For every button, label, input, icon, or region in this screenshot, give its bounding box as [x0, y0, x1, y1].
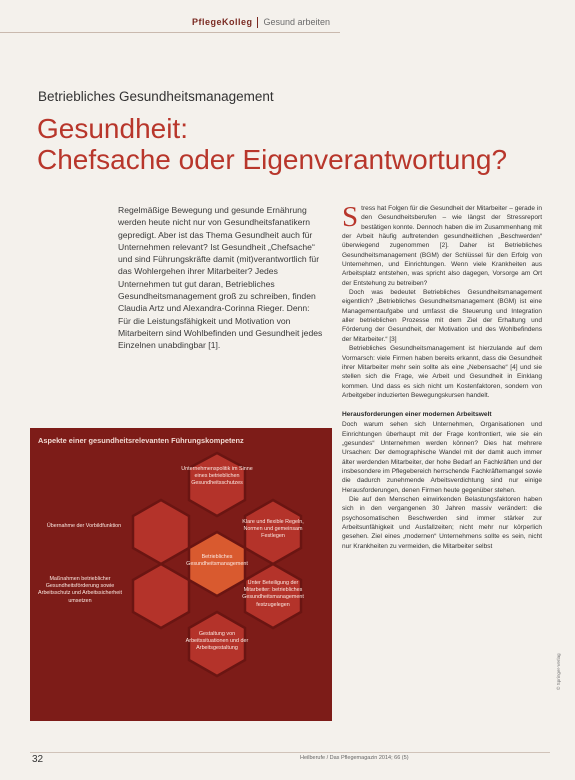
header-brand: PflegeKolleg — [191, 17, 253, 27]
header-separator — [257, 17, 258, 28]
hex-label-upper-right: Klare und flexible Regeln, Normen und gemeinsam Festlegen — [242, 519, 304, 540]
footer-rule — [30, 752, 550, 753]
body-paragraph-1: Stress hat Folgen für die Gesundheit der Mitarbeiter – gerade in den Gesundheitsberufen – wie längst der Stressreport bestätigen konnte. Dennoch haben die im Zusammenhang mit der Arbeit häufig auftretenden gesundheitlichen „Beschwerden“ überwiegend zugenommen [2]. Daher ist Betriebliches Gesundheitsmanagement (BGM) der Schlüssel für den Erfolg von Unternehmen, und Einrichtungen. Wenn viele Krankheiten aus Arbeitsplatz entstehen, was spricht also dagegen, Vorsorge am Ort der Entstehung zu betreiben? — [342, 201, 542, 287]
side-copyright: © Springer-Verlag — [556, 653, 561, 690]
article-intro: Regelmäßige Bewegung und gesunde Ernährung werden heute nicht nur von Gesundheitsfanatikern gepredigt. Aber ist das Thema Gesundheit auch für Unternehmen relevant? Ist Gesundheit „Chefsache“ und sind Führungskräfte damit (mit)verantwortlich für das Wohlergehen ihrer Mitarbeiter? Jedes Unternehmen tut gut daran, Betriebliches Gesundheitsmanagement groß zu schreiben, finden Claudia Artz und Alexandra-Corinna Rieger. Denn: Für die Leistungsfähigkeit und Motivation von Mitarbeitern sind Wohlbefinden und Gesundheit jedes Einzelnen unabdingbar [1]. — [118, 205, 323, 351]
hex-label-center: Betriebliches Gesundheitsmanagement — [186, 554, 248, 568]
title-line-2: Chefsache oder Eigenverantwortung? — [37, 144, 508, 175]
header-section: Gesund arbeiten — [263, 17, 330, 27]
dropcap: S — [342, 201, 359, 233]
section-heading: Herausforderungen einer modernen Arbeitswelt — [342, 411, 492, 419]
hexagon-figure — [30, 428, 332, 721]
article-kicker: Betriebliches Gesundheitsmanagement — [38, 89, 274, 104]
body-paragraph-3: Betriebliches Gesundheitsmanagement ist hierzulande auf dem Vormarsch: viele Firmen haben bereits erkannt, dass die Gesundheit ihrer Mitarbeiter mehr sein sollte als eine „Nebensache“ [4] und sie stellen sich die Frage, wie Arbeit und Gesundheit in Einklang kommen. Und dass es sich nicht um Kostenfaktoren, sondern von Arbeitgeber induzierten Bewegungskursen handelt. — [342, 345, 542, 399]
body-paragraph-2: Doch was bedeutet Betriebliches Gesundheitsmanagement eigentlich? „Betriebliches Gesundheitsmanagement (BGM) ist eine Managementaufgabe und umfasst die Steuerung und Integration aller betrieblichen Prozesse mit dem Ziel der Erhaltung und Förderung der Gesundheit, der Motivation und des Wohlbefindens der Mitarbeiter.“ [3] — [342, 289, 542, 343]
body-column — [342, 201, 542, 551]
article-title — [37, 113, 507, 175]
figure-caption: Aspekte einer gesundheitsrelevanten Führungskompetenz — [38, 436, 244, 445]
hex-lower-left — [133, 564, 189, 628]
page-number: 32 — [32, 754, 44, 765]
hex-label-top: Unternehmenspolitik im Sinne eines betrieblichen Gesundheitsschutzes — [181, 466, 253, 487]
title-line-1: Gesundheit: — [37, 113, 188, 144]
running-header — [0, 14, 330, 30]
hex-label-bottom: Gestaltung von Arbeitssituationen und der Arbeitsgestaltung — [185, 631, 249, 652]
footer-source: Heilberufe / Das Pflegemagazin 2014; 66 (5) — [300, 755, 409, 761]
hex-label-lower-right: Unter Beteiligung der Mitarbeiter: betriebliches Gesundheitsmanagement festzugelegen — [242, 580, 304, 608]
body-paragraph-5: Die auf den Menschen einwirkenden Belastungsfaktoren haben sich in den vergangenen 30 Jahren massiv verändert: die psychosomatischen Beschwerden sind immer stärker zur Arbeitsunfähigkeit und Ausfallzeiten; nicht mehr nur körperlich gesehen. Ziel eines „modernen“ Unternehmens sollte es sein, nicht nur Krankheiten zu vermeiden, die Mitarbeiter selbst — [342, 495, 542, 550]
hex-label-lower-left: Maßnahmen betrieblicher Gesundheitsförderung sowie Arbeitsschutz und Arbeitssicherheit umsetzen — [38, 576, 122, 604]
hex-label-upper-left: Übernahme der Vorbildfunktion — [46, 523, 122, 529]
header-rule — [0, 32, 340, 33]
body-paragraph-4: Doch warum sehen sich Unternehmen, Organisationen und Einrichtungen überhaupt mit der Frage konfrontiert, wie sie ein „gesundes“ Unternehmen werden können? Dies hat mehrere Ursachen: Der demographische Wandel mit der damit auch immer älter werdenden Mitarbeiter, der hohe Bedarf an Fachkräften und der insbesondere im Pflegebereich herrschende Fachkräftemangel sowie die dadurch zunehmende Arbeitsverdichtung sind nur einige Herausforderungen, denen Firmen heute gegenüber stehen. — [342, 421, 542, 494]
